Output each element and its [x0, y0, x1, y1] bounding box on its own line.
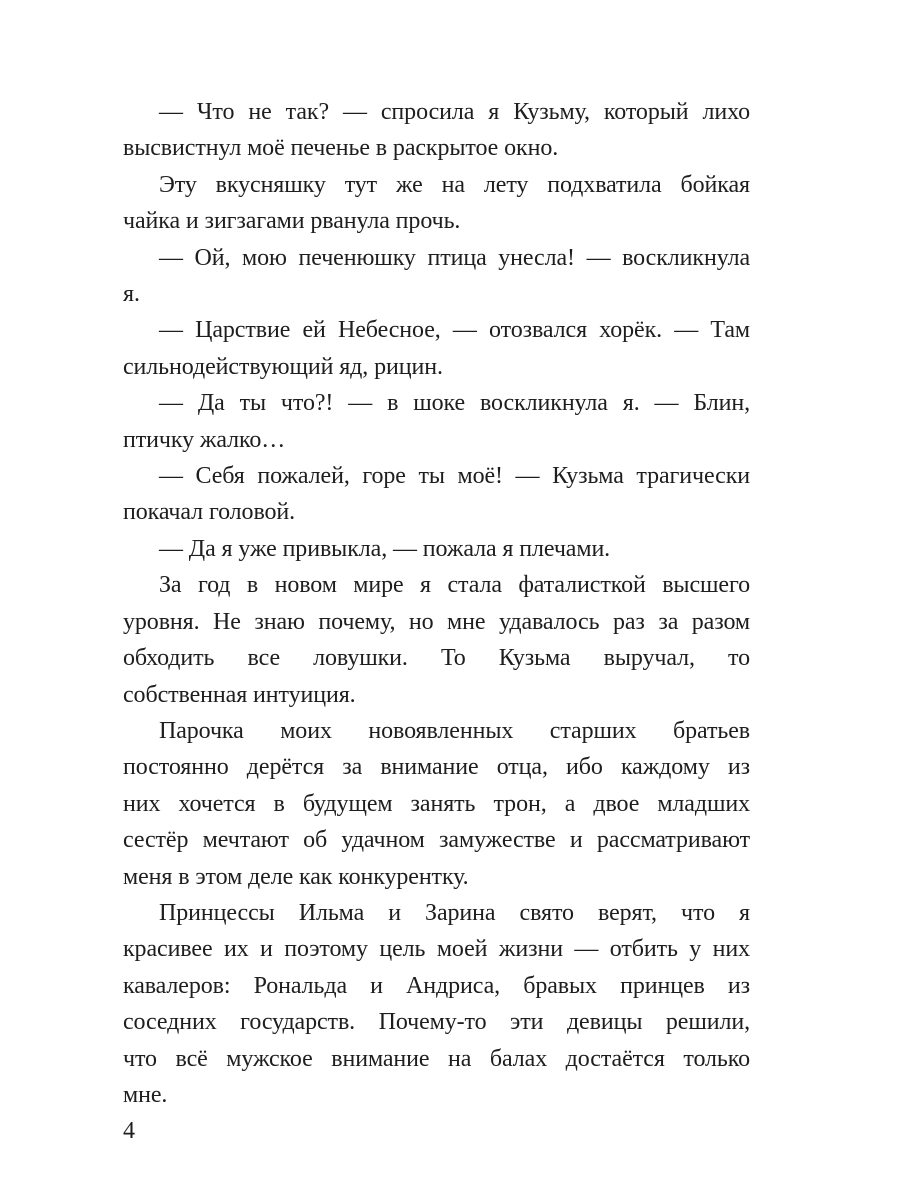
text-line: птичку жалко… — [123, 426, 286, 453]
text-line: собственная интуиция. — [123, 681, 356, 708]
text-line: сильнодействующий яд, рицин. — [123, 353, 443, 380]
paragraph — [123, 895, 750, 1113]
text-line: — Ой, мою печенюшку птица унесла! — воскликнула — [159, 244, 750, 271]
paragraph — [123, 94, 750, 167]
text-line: мне. — [123, 1081, 168, 1108]
text-block — [123, 94, 750, 1113]
text-line: кавалеров: Рональда и Андриса, бравых принцев из — [123, 972, 750, 999]
text-line: Парочка моих новоявленных старших братьев — [159, 717, 750, 744]
text-line: обходить все ловушки. То Кузьма выручал, то — [123, 645, 750, 672]
text-line: чайка и зигзагами рванула прочь. — [123, 208, 461, 235]
paragraph — [123, 167, 750, 240]
text-line: — Что не так? — спросила я Кузьму, который лихо — [159, 99, 750, 125]
text-line: сестёр мечтают об удачном замужестве и рассматривают — [123, 827, 750, 854]
paragraph — [123, 312, 750, 385]
text-line: постоянно дерётся за внимание отца, ибо каждому из — [123, 754, 750, 781]
text-line: — Да ты что?! — в шоке воскликнула я. — Блин, — [159, 390, 750, 417]
paragraph — [123, 240, 750, 313]
paragraph — [123, 567, 750, 713]
text-line: меня в этом деле как конкурентку. — [123, 863, 469, 890]
text-line: уровня. Не знаю почему, но мне удавалось раз за разом — [123, 608, 750, 635]
paragraph — [123, 713, 750, 895]
text-line: Принцессы Ильма и Зарина свято верят, что я — [159, 899, 750, 926]
text-line: За год в новом мире я стала фаталисткой высшего — [159, 572, 750, 599]
paragraph — [123, 531, 750, 567]
page-number: 4 — [123, 1118, 135, 1144]
text-line: соседних государств. Почему-то эти девицы решили, — [123, 1009, 750, 1036]
text-line: что всё мужское внимание на балах достаётся только — [123, 1045, 750, 1072]
paragraph — [123, 385, 750, 458]
text-line: красивее их и поэтому цель моей жизни — отбить у них — [123, 936, 750, 963]
text-line: — Царствие ей Небесное, — отозвался хорёк. — Там — [159, 317, 750, 344]
text-line: высвистнул моё печенье в раскрытое окно. — [123, 135, 559, 162]
text-line: покачал головой. — [123, 499, 296, 526]
text-line: — Да я уже привыкла, — пожала я плечами. — [159, 535, 611, 562]
text-line: — Себя пожалей, горе ты моё! — Кузьма трагически — [159, 463, 750, 490]
text-line: Эту вкусняшку тут же на лету подхватила бойкая — [159, 171, 750, 198]
paragraph — [123, 458, 750, 531]
text-line: них хочется в будущем занять трон, а двое младших — [123, 790, 750, 817]
text-line: я. — [123, 281, 140, 308]
